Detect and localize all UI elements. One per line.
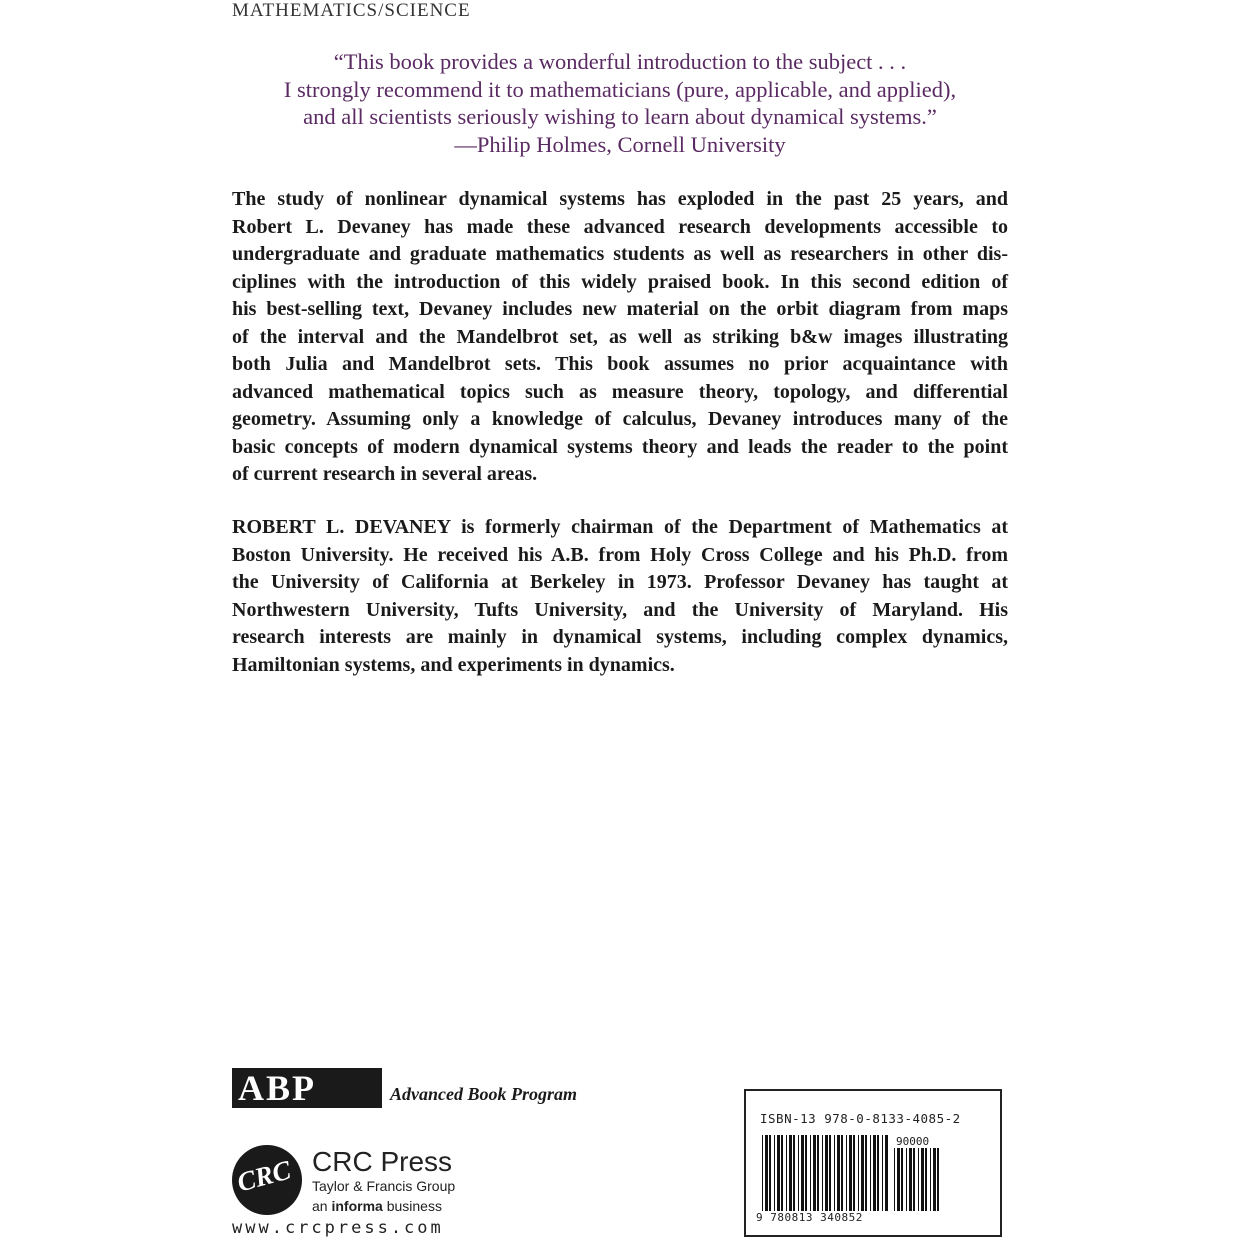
barcode-bar bbox=[906, 1148, 907, 1211]
barcode-bar bbox=[781, 1135, 783, 1211]
barcode-bar bbox=[801, 1135, 804, 1211]
barcode-bar bbox=[930, 1148, 931, 1211]
barcode-bar bbox=[877, 1135, 879, 1211]
description-line: ciplines with the introduction of this widely praised book. In this second edition of bbox=[232, 270, 1008, 293]
description-line: The study of nonlinear dynamical systems has exploded in the past 25 years, and bbox=[232, 188, 1008, 210]
barcode-bar bbox=[777, 1135, 780, 1211]
barcode-bar bbox=[918, 1148, 919, 1211]
abp-logo-text: ABP bbox=[238, 1068, 316, 1108]
barcode-bar bbox=[921, 1148, 924, 1211]
barcode-bar bbox=[798, 1135, 799, 1211]
quote-line: and all scientists seriously wishing to learn about dynamical systems.” bbox=[303, 104, 937, 129]
price-addon-number: 90000 bbox=[896, 1135, 930, 1148]
description-line: both Julia and Mandelbrot sets. This book assumes no prior acquaintance with bbox=[232, 353, 1008, 375]
barcode-bar bbox=[861, 1135, 864, 1211]
barcode-bar bbox=[865, 1135, 867, 1211]
book-description bbox=[232, 186, 1008, 489]
barcode-bar bbox=[774, 1135, 775, 1211]
barcode-bar bbox=[805, 1135, 807, 1211]
bio-line: the University of California at Berkeley in 1973. Professor Devaney has taught at bbox=[232, 571, 1008, 593]
publisher-name: CRC Press bbox=[312, 1146, 453, 1177]
bio-line: Boston University. He received his A.B. from Holy Cross College and his Ph.D. from bbox=[232, 543, 1008, 566]
barcode-bar bbox=[829, 1135, 831, 1211]
bio-line: ROBERT L. DEVANEY is formerly chairman of the Department of Mathematics at bbox=[232, 516, 1008, 538]
barcode-digits: 9 780813 340852 bbox=[756, 1211, 863, 1224]
barcode-bar bbox=[834, 1135, 835, 1211]
barcode-bar bbox=[825, 1135, 828, 1211]
barcode-bar bbox=[789, 1135, 792, 1211]
endorsement-quote bbox=[232, 48, 1008, 158]
barcode-bar bbox=[762, 1135, 763, 1211]
publisher-url: www.crcpress.com bbox=[232, 1218, 444, 1238]
barcode-bar bbox=[769, 1135, 771, 1211]
barcode-bar bbox=[793, 1135, 795, 1211]
barcode-bar bbox=[870, 1135, 871, 1211]
quote-line: I strongly recommend it to mathematicians (pure, applicable, and applied), bbox=[283, 76, 957, 102]
barcode-bar bbox=[894, 1148, 895, 1211]
quote-attribution: —Philip Holmes, Cornell University bbox=[454, 131, 786, 157]
crc-logo-icon bbox=[232, 1145, 302, 1215]
category-label: MATHEMATICS/SCIENCE bbox=[232, 0, 471, 21]
barcode-bar bbox=[817, 1135, 819, 1211]
barcode-bar bbox=[901, 1148, 903, 1211]
description-line: advanced mathematical topics such as measure theory, topology, and differential bbox=[232, 380, 1008, 403]
barcode-bar bbox=[933, 1148, 936, 1211]
isbn-number: ISBN-13 978-0-8133-4085-2 bbox=[760, 1111, 961, 1126]
barcode-bar bbox=[882, 1135, 883, 1211]
barcode-bar bbox=[909, 1148, 912, 1211]
publisher-group: Taylor & Francis Group bbox=[312, 1178, 456, 1194]
barcode-bar bbox=[841, 1135, 843, 1211]
barcode-bar bbox=[925, 1148, 927, 1211]
barcode-bar bbox=[846, 1135, 847, 1211]
barcode-bar bbox=[853, 1135, 855, 1211]
ean-barcode-icon bbox=[762, 1135, 888, 1211]
barcode-bar bbox=[786, 1135, 787, 1211]
quote-line: “This book provides a wonderful introduction to the subject . . . bbox=[333, 49, 907, 74]
abp-label: Advanced Book Program bbox=[390, 1084, 577, 1104]
description-line: undergraduate and graduate mathematics students as well as researchers in other dis- bbox=[232, 243, 1008, 265]
barcode-bar bbox=[810, 1135, 811, 1211]
author-bio bbox=[232, 514, 1008, 679]
description-line: Robert L. Devaney has made these advanced research developments accessible to bbox=[232, 215, 1008, 238]
barcode-bar bbox=[858, 1135, 859, 1211]
barcode-bar bbox=[885, 1135, 888, 1211]
barcode-bar bbox=[822, 1135, 823, 1211]
barcode-bar bbox=[913, 1148, 915, 1211]
description-line: his best-selling text, Devaney includes new material on the orbit diagram from maps bbox=[232, 298, 1008, 320]
barcode-bar bbox=[937, 1148, 939, 1211]
crc-logo-text: CRC bbox=[233, 1154, 294, 1198]
description-line: basic concepts of modern dynamical systems theory and leads the reader to the point bbox=[232, 435, 1008, 458]
barcode-bar bbox=[897, 1148, 900, 1211]
barcode-bar bbox=[765, 1135, 768, 1211]
description-line: of the interval and the Mandelbrot set, as well as striking b&w images illustrating bbox=[232, 325, 1008, 348]
bio-line: Northwestern University, Tufts University, and the University of Maryland. His bbox=[232, 598, 1008, 621]
abp-logo bbox=[232, 1068, 382, 1108]
barcode-bar bbox=[813, 1135, 816, 1211]
bio-line: Hamiltonian systems, and experiments in dynamics. bbox=[232, 653, 675, 676]
description-line: of current research in several areas. bbox=[232, 463, 538, 485]
barcode-bar bbox=[873, 1135, 876, 1211]
publisher-business: an informa business bbox=[312, 1198, 442, 1214]
isbn-barcode bbox=[744, 1089, 1002, 1237]
addon-barcode-icon bbox=[894, 1148, 944, 1211]
barcode-bar bbox=[849, 1135, 852, 1211]
bio-line: research interests are mainly in dynamical systems, including complex dynamics, bbox=[232, 626, 1008, 648]
barcode-bar bbox=[837, 1135, 840, 1211]
description-line: geometry. Assuming only a knowledge of calculus, Devaney introduces many of the bbox=[232, 408, 1008, 430]
